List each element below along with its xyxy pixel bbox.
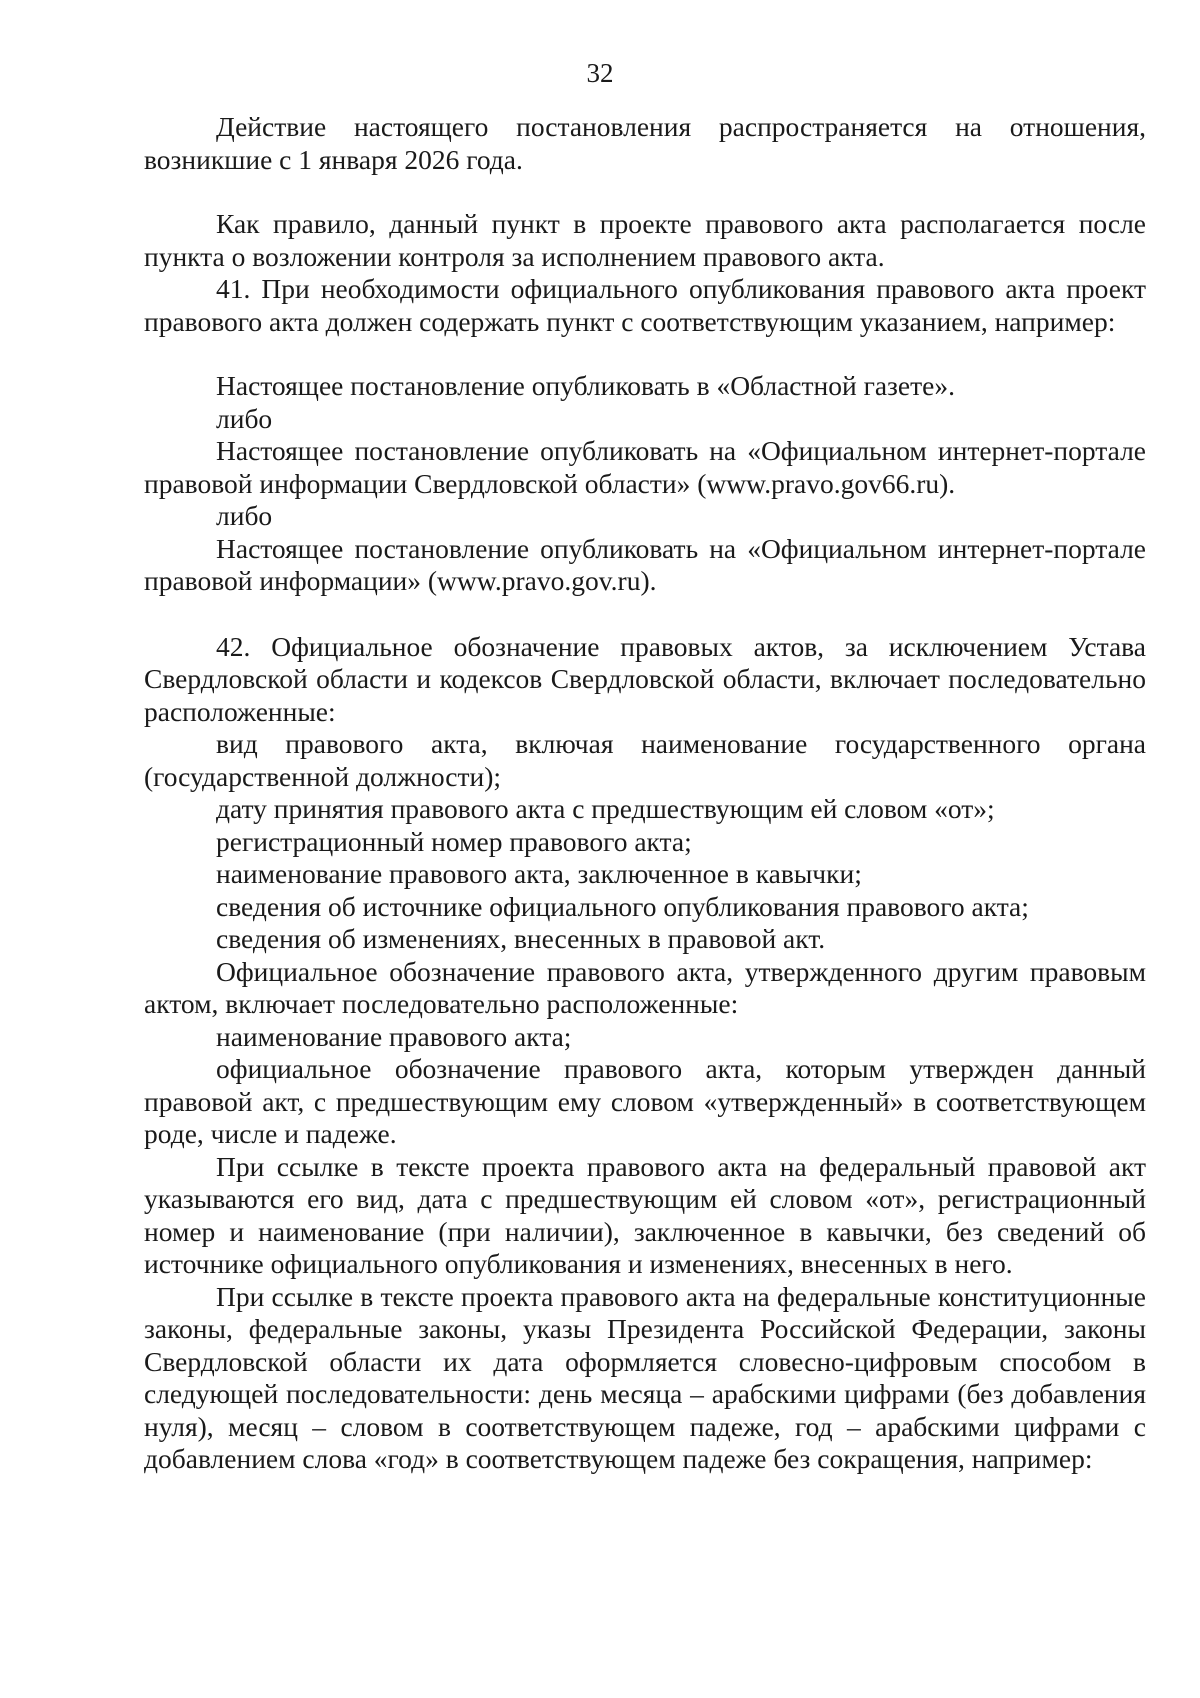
paragraph-b19: При ссылке в тексте проекта правового акта на федеральные конституционные законы, федеральные законы, указы Президента Российской Федерации, законы Свердловской области их дата оформляется словесно-цифровым способом в следующей последовательности: день месяца – арабскими цифрами (без добавления нуля), месяц – словом в соответствующем падеже, год – арабскими цифрами с добавлением слова «год» в соответствующем падеже без сокращения, например: — [144, 1280, 1146, 1474]
paragraph-b8: 42. Официальное обозначение правовых актов, за исключением Устава Свердловской области и кодексов Свердловской области, включает последовательно расположенные: — [144, 630, 1146, 727]
paragraph-b3: Настоящее постановление опубликовать в «Областной газете». — [216, 370, 955, 401]
paragraph-b16: наименование правового акта; — [216, 1020, 572, 1052]
paragraph-b4: либо — [216, 402, 273, 434]
paragraph-b5: Настоящее постановление опубликовать на «Официальном интернет-портале правовой информации Свердловской области» (www.pravo.gov66.ru). — [144, 435, 1146, 499]
paragraph-b15: Официальное обозначение правового акта, утвержденного другим правовым актом, включает последовательно расположенные: — [144, 955, 1146, 1019]
paragraph-b17: официальное обозначение правового акта, которым утвержден данный правовой акт, с предшествующим ему словом «утвержденный» в соответствующем роде, числе и падеже. — [144, 1053, 1146, 1149]
paragraph-b1: Как правило, данный пункт в проекте правового акта располагается после пункта о возложении контроля за исполнением правового акта. — [144, 208, 1146, 272]
paragraph-b9: вид правового акта, включая наименование государственного органа (государственной должности); — [144, 728, 1146, 792]
paragraph-spacer — [144, 338, 1146, 370]
page-number: 32 — [586, 58, 614, 88]
paragraph-b6: либо — [216, 500, 273, 531]
paragraph-b14: сведения об изменениях, внесенных в правовой акт. — [216, 923, 826, 954]
paragraph-b10: дату принятия правового акта с предшествующим ей словом «от»; — [216, 793, 995, 824]
paragraph-b13: сведения об источнике официального опубликования правового акта; — [216, 890, 1029, 922]
paragraph-b18: При ссылке в тексте проекта правового акта на федеральный правовой акт указываются его вид, дата с предшествующим ей словом «от», регистрационный номер и наименование (при наличии), заключенное в кавычки, без сведений об источнике официального опубликования и изменениях, внесенных в него. — [144, 1150, 1146, 1279]
paragraph-b2: 41. При необходимости официального опубликования правового акта проект правового акта должен содержать пункт с соответствующим указанием, например: — [144, 273, 1146, 337]
document-body — [144, 111, 1146, 1476]
paragraph-b0: Действие настоящего постановления распространяется на отношения, возникшие с 1 января 2026 года. — [144, 111, 1146, 175]
paragraph-b11: регистрационный номер правового акта; — [216, 825, 692, 857]
paragraph-spacer — [144, 598, 1146, 631]
paragraph-b12: наименование правового акта, заключенное в кавычки; — [216, 858, 862, 889]
paragraph-b7: Настоящее постановление опубликовать на «Официальном интернет-портале правовой информации» (www.pravo.gov.ru). — [144, 532, 1146, 596]
paragraph-spacer — [144, 176, 1146, 208]
